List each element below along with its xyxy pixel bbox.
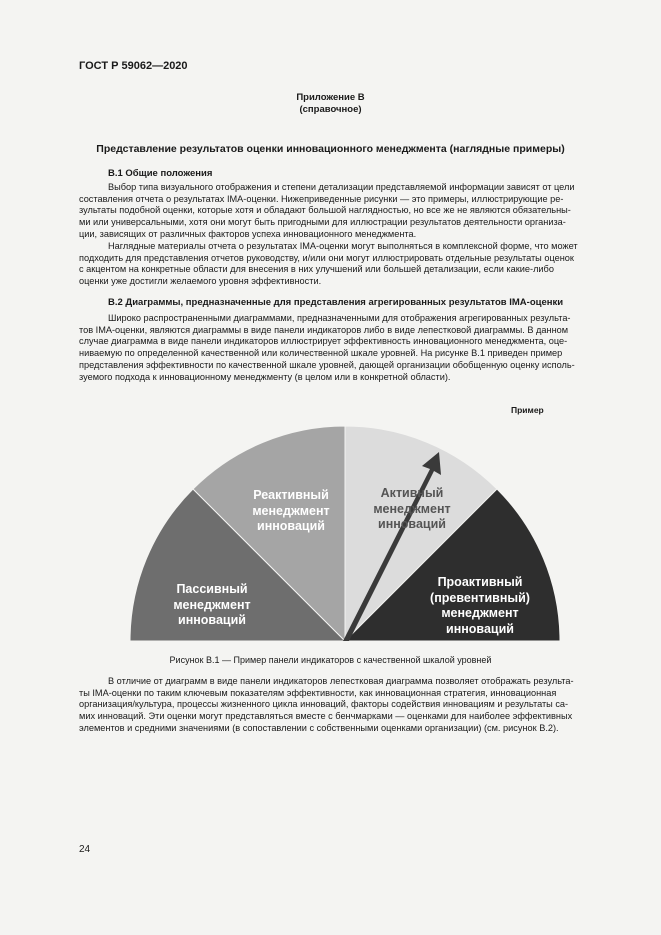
section-b1-paragraph-2: Наглядные материалы отчета о результатах IMA-оценки могут выполняться в комплексной форме, что может подходить для представления отчетов руководству, и/или они могут иллюстрировать отдельные результаты оценок с акцентом на конкретные области для внесения в них улучшений или большей детализации, если какие-либо оценки уже достигли желаемого уровня эффективности. (79, 241, 578, 287)
main-title: Представление результатов оценки инновационного менеджмента (наглядные примеры) (96, 143, 565, 155)
label-passive: Пассивный менеджмент инноваций (173, 582, 251, 627)
figure-caption: Рисунок В.1 — Пример панели индикаторов с качественной шкалой уровней (169, 655, 492, 665)
page-number: 24 (79, 844, 91, 855)
label-active: Активный менеджмент инноваций (373, 486, 451, 531)
appendix-title: Приложение В (296, 92, 365, 103)
after-figure-paragraph: В отличие от диаграмм в виде панели индикаторов лепестковая диаграмма позволяет отображать результа- ты IMA-оценки по таким ключевым показателям эффективности, как инновационная стратегия, инновационная организация/культура, процессы жизненного цикла инноваций, факторы содействия инновациям и результаты са- мих инноваций. Эти оценки могут представляться вместе с бенчмарками — оценками для наиболее эффективных элементов и средними значениями (в сопоставлении с собственными оценками организации) (см. рисунок В.2). (79, 676, 574, 733)
section-heading-b2: В.2 Диаграммы, предназначенные для представления агрегированных результатов IMA-оценки (108, 297, 564, 308)
label-reactive: Реактивный менеджмент инноваций (252, 488, 330, 533)
section-b2-paragraph-1: Широко распространенными диаграммами, предназначенными для отображения агрегированных результа- тов IMA-оценки, являются диаграммы в виде панели индикаторов либо в виде лепестковой диаграммы. В данном случае диаграмма в виде панели индикаторов иллюстрирует эффективность инновационного менеджмента, оце- ниваемую по определенной качественной или количественной шкале уровней. На рисунке В.1 приведен пример представления эффективности по качественной шкале уровней, дающей организации обобщенную оценку исполь- зуемого подхода к инновационному менеджменту (в целом или в конкретной области). (79, 313, 575, 382)
standard-code: ГОСТ Р 59062—2020 (79, 60, 188, 72)
section-heading-b1: В.1 Общие положения (108, 168, 213, 179)
appendix-subtitle: (справочное) (299, 104, 362, 115)
section-b1-paragraph-1: Выбор типа визуального отображения и степени детализации представляемой информации зависят от цели составления отчета о результатах IMA-оценки. Нижеприведенные рисунки — это примеры, иллюстрирующие ре- зультаты подобной оценки, которые хотя и обладают большой наглядностью, но все же не являются обязательны- ми или универсальными, хотя они могут быть пригодными для иллюстрации результатов деятельности организа- ции, зависящих от различных факторов успеха инновационного менеджмента. (79, 182, 575, 239)
label-proactive: Проактивный (превентивный) менеджмент инноваций (430, 575, 530, 636)
example-label: Пример (511, 405, 544, 415)
